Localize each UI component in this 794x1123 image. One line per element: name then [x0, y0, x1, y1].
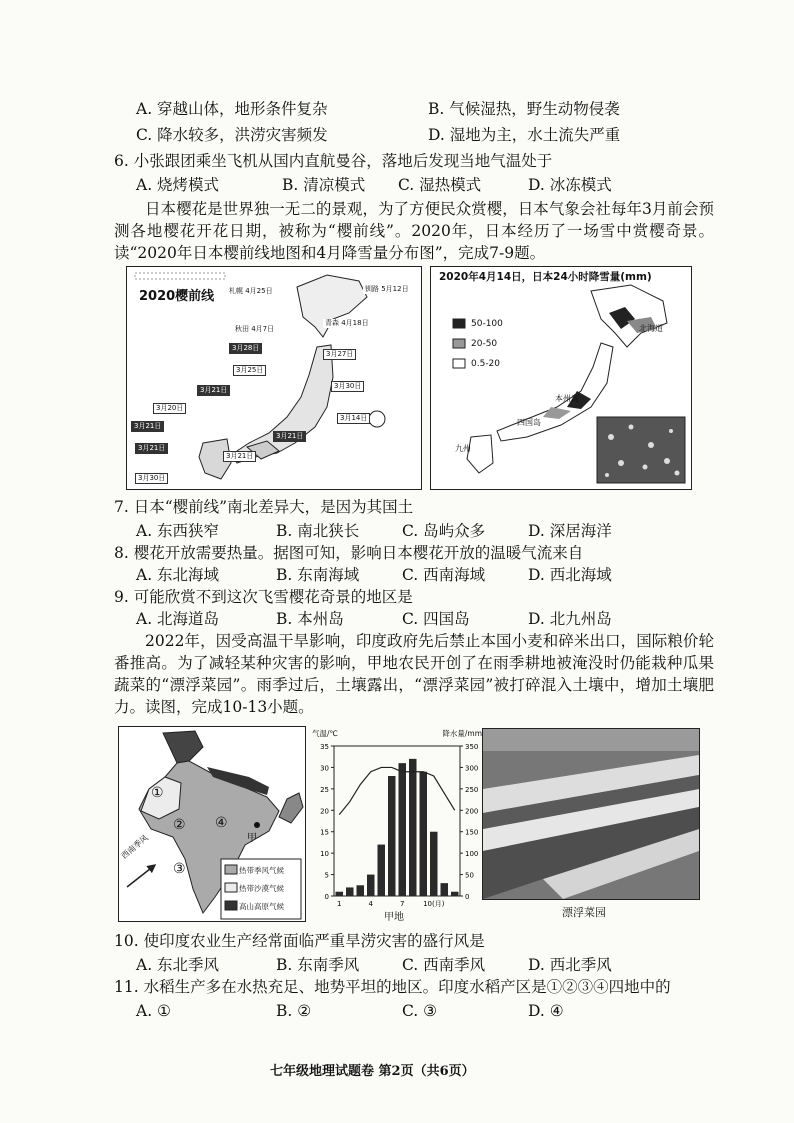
region-label: 四国岛	[517, 418, 541, 427]
option-a: A. 东北季风	[136, 956, 220, 974]
option-c: C. 西南季风	[402, 956, 486, 974]
option-a: A. 北海道岛	[136, 610, 220, 628]
left-tick-label: 10	[320, 850, 329, 859]
region-1-marker: ①	[151, 785, 164, 801]
legend-heavy: 50-100	[471, 319, 503, 329]
date-tag: 3月30日	[135, 473, 168, 484]
passage-sakura: 日本樱花是世界独一无二的景观，为了方便民众赏樱，日本气象会社每年3月前会预测各地樱花开花日期，被称为“樱前线”。2020年，日本经历了一场雪中赏樱奇景。读“2020年日本樱前线地图和4月降雪量分布图”，完成7-9题。	[114, 200, 714, 262]
question-11-stem: 11. 水稻生产多在水热充足、地势平坦的地区。印度水稻产区是①②③④四地中的	[114, 978, 671, 996]
left-axis-label: 气温/℃	[312, 729, 338, 738]
precip-bar	[357, 885, 365, 896]
precip-bar	[451, 892, 459, 896]
option-c: C. 降水较多，洪涝灾害频发	[136, 126, 328, 144]
option-a: A. 烧烤模式	[136, 176, 220, 194]
region-label: 北海道	[639, 324, 663, 333]
legend-monsoon: 热带季风气候	[239, 866, 284, 875]
precip-bar	[441, 883, 449, 896]
question-10-stem: 10. 使印度农业生产经常面临严重旱涝灾害的盛行风是	[114, 932, 485, 950]
option-c: C. 西南海域	[402, 566, 486, 584]
option-b: B. 东南海域	[276, 566, 360, 584]
option-b: B. ②	[276, 1002, 312, 1020]
precip-bar	[430, 832, 438, 896]
wind-label: 西南季风	[119, 833, 150, 861]
option-b: B. 清凉模式	[282, 176, 366, 194]
date-tag: 3月28日	[229, 343, 262, 354]
left-tick-label: 0	[324, 893, 329, 901]
date-tag: 3月21日	[223, 451, 256, 462]
left-tick-label: 15	[320, 828, 329, 837]
option-d: D. 深居海洋	[528, 522, 612, 540]
passage-india: 2022年，因受高温干旱影响，印度政府先后禁止本国小麦和碎米出口，国际粮价轮番推高。为了减轻某种灾害的影响，甲地农民开创了在雨季耕地被淹没时仍能栽种瓜果蔬菜的“漂浮菜园”。雨季过后，土壤露出，“漂浮菜园”被打碎混入土壤中，增加土壤肥力。读图，完成10-13小题。	[114, 632, 714, 716]
option-c: C. 湿热模式	[398, 176, 482, 194]
date-tag: 3月21日	[197, 385, 230, 396]
question-9-stem: 9. 可能欣赏不到这次飞雪樱花奇景的地区是	[114, 588, 413, 606]
left-tick-label: 5	[324, 871, 329, 880]
option-a: A. 穿越山体，地形条件复杂	[136, 100, 328, 118]
x-tick-label: 4	[368, 900, 373, 908]
region-label: 九州	[455, 444, 471, 453]
sakura-front-map	[126, 266, 422, 490]
precip-bar	[346, 887, 354, 896]
legend-highland: 高山高原气候	[239, 902, 284, 911]
date-tag: 3月21日	[131, 421, 164, 432]
option-c: C. 四国岛	[402, 610, 470, 628]
map-title: 2020樱前线	[139, 289, 215, 304]
question-8-stem: 8. 樱花开放需要热量。据图可知，影响日本樱花开放的温暖气流来自	[114, 544, 584, 562]
x-tick-label: 1	[337, 900, 342, 908]
region-4-marker: ④	[215, 815, 228, 831]
date-tag: 3月14日	[337, 413, 370, 424]
option-d: D. ④	[528, 1002, 564, 1020]
option-d: D. 冰冻模式	[528, 176, 612, 194]
left-tick-label: 35	[320, 743, 329, 751]
plot-frame	[334, 746, 460, 896]
city-tag: 札幌 4月25日	[229, 287, 273, 295]
left-tick-label: 25	[320, 785, 329, 794]
region-label: 本州岛	[555, 394, 579, 403]
precip-bar	[420, 772, 428, 896]
date-tag: 3月20日	[153, 403, 186, 414]
city-tag: 钏路 5月12日	[365, 285, 409, 293]
temperature-line	[339, 767, 455, 814]
floating-garden-photo	[482, 728, 700, 900]
option-a: A. ①	[136, 1002, 171, 1020]
option-a: A. 东西狭窄	[136, 522, 220, 540]
right-tick-label: 0	[465, 893, 470, 901]
right-tick-label: 50	[465, 871, 474, 880]
precip-bar	[388, 776, 396, 896]
climate-chart-svg	[312, 740, 482, 920]
climate-chart	[312, 728, 482, 924]
option-c: C. 岛屿众多	[402, 522, 486, 540]
option-c: C. ③	[402, 1002, 438, 1020]
japan-snowfall-outline	[431, 267, 691, 489]
map-title: 2020年4月14日，日本24小时降雪量(mm)	[439, 271, 652, 283]
option-b: B. 南北狭长	[276, 522, 360, 540]
precip-bar	[367, 875, 375, 896]
question-6-stem: 6. 小张跟团乘坐飞机从国内直航曼谷，落地后发现当地气温处于	[114, 152, 553, 170]
city-tag: 青森 4月18日	[325, 319, 369, 327]
region-3-marker: ③	[173, 861, 186, 877]
left-tick-label: 20	[320, 807, 329, 816]
option-b: B. 气候湿热，野生动物侵袭	[428, 100, 620, 118]
option-a: A. 东北海域	[136, 566, 220, 584]
precip-bar	[378, 845, 386, 896]
date-tag: 3月27日	[323, 349, 356, 360]
photo-scene	[483, 729, 699, 899]
right-tick-label: 250	[465, 785, 479, 794]
option-d: D. 北九州岛	[528, 610, 612, 628]
x-tick-label: 7	[400, 900, 405, 908]
page-footer: 七年级地理试题卷 第2页（共6页）	[270, 1064, 475, 1079]
snowfall-map	[430, 266, 692, 490]
legend-desert: 热带沙漠气候	[239, 884, 284, 893]
option-d: D. 湿地为主，水土流失严重	[428, 126, 621, 144]
region-2-marker: ②	[173, 817, 186, 833]
question-7-stem: 7. 日本“樱前线”南北差异大，是因为其国土	[114, 498, 414, 516]
precip-bar	[409, 759, 417, 896]
date-tag: 3月21日	[273, 431, 306, 442]
x-tick-label: 10(月)	[423, 900, 445, 908]
option-d: D. 西北季风	[528, 956, 612, 974]
city-tag: 秋田 4月7日	[235, 325, 275, 333]
legend-light: 0.5-20	[471, 359, 501, 369]
right-tick-label: 200	[465, 807, 479, 816]
right-tick-label: 100	[465, 850, 479, 859]
india-map	[118, 726, 306, 922]
date-tag: 3月30日	[331, 381, 364, 392]
option-b: B. 东南季风	[276, 956, 360, 974]
right-tick-label: 150	[465, 828, 479, 837]
precip-bar	[399, 763, 407, 896]
date-tag: 3月21日	[135, 443, 168, 454]
right-axis-label: 降水量/mm	[442, 729, 482, 738]
chart-caption: 甲地	[384, 912, 404, 923]
legend-medium: 20-50	[471, 339, 498, 349]
photo-caption: 漂浮菜园	[562, 906, 606, 919]
place-jia-label: 甲	[247, 833, 257, 844]
right-tick-label: 300	[465, 764, 479, 773]
precip-bar	[336, 892, 344, 896]
option-d: D. 西北海域	[528, 566, 612, 584]
option-b: B. 本州岛	[276, 610, 344, 628]
right-tick-label: 350	[465, 743, 479, 751]
left-tick-label: 30	[320, 764, 329, 773]
date-tag: 3月25日	[233, 365, 266, 376]
